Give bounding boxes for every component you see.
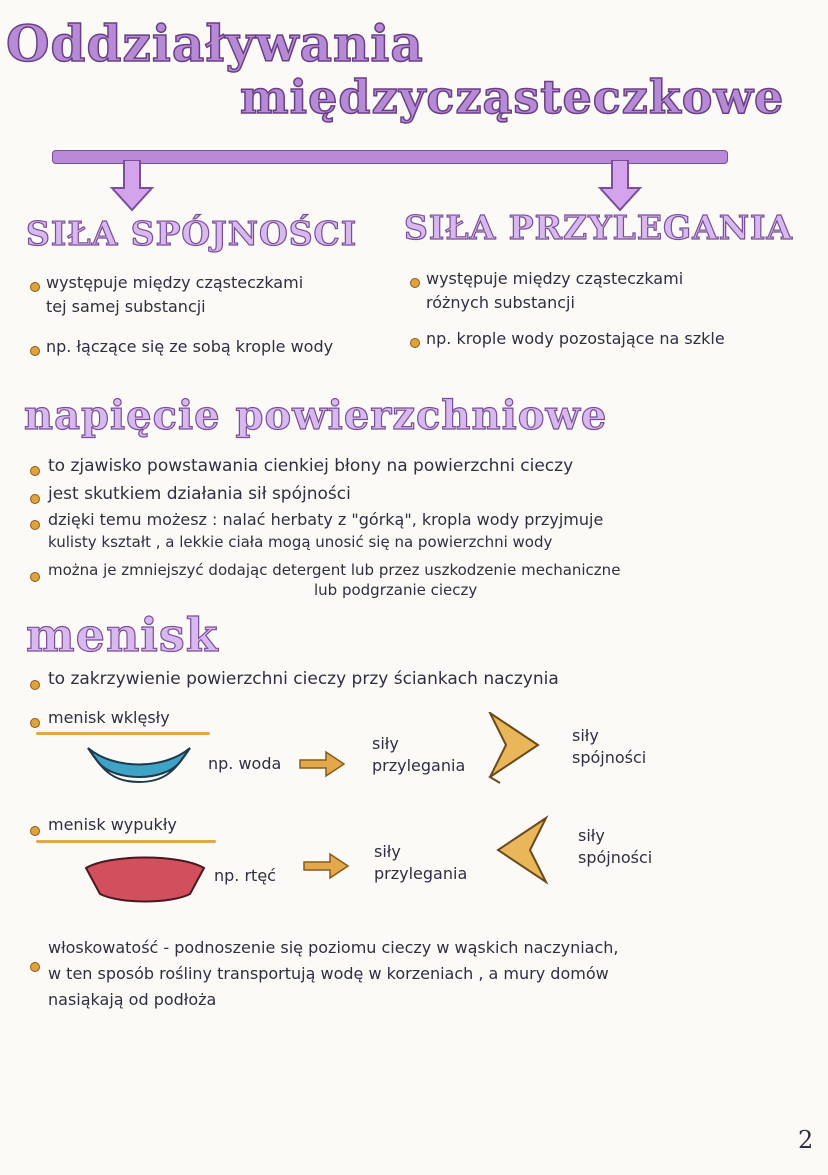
surface-tension-line-5: można je zmniejszyć dodając detergent lub przez uszkodzenie mechaniczne [48, 561, 621, 579]
cohesion-title: SIŁA SPÓJNOŚCI [26, 214, 358, 253]
arrow-right-icon [298, 748, 346, 780]
adhesion-bullet-1-cont: różnych substancji [426, 293, 575, 312]
concave-left-text-1: siły [372, 734, 399, 753]
bullet-icon [30, 680, 40, 690]
arrow-right-icon [302, 850, 350, 882]
less-than-icon [494, 814, 550, 886]
concave-example: np. woda [208, 754, 282, 773]
surface-tension-line-2: jest skutkiem działania sił spójności [48, 484, 351, 504]
surface-tension-title: napięcie powierzchniowe [24, 392, 608, 439]
surface-tension-line-3: dzięki temu możesz : nalać herbaty z "górką", kropla wody przyjmuje [48, 510, 604, 529]
down-arrow-left-icon [110, 160, 154, 212]
convex-meniscus-label: menisk wypukły [48, 815, 177, 834]
capillarity-line-3: nasiąkają od podłoża [48, 990, 217, 1009]
concave-label-underline [36, 732, 210, 735]
convex-right-text-1: siły [578, 826, 605, 845]
down-arrow-right-icon [598, 160, 642, 212]
convex-meniscus-bowl-icon [80, 850, 210, 904]
bullet-icon [30, 466, 40, 476]
meniscus-title: menisk [26, 608, 219, 662]
cohesion-bullet-1-cont: tej samej substancji [46, 297, 206, 316]
concave-right-text-2: spójności [572, 748, 647, 767]
page-title-line-2: międzycząsteczkowe [240, 70, 785, 124]
cohesion-bullet-2: np. łączące się ze sobą krople wody [46, 337, 334, 356]
bullet-icon [30, 718, 40, 728]
surface-tension-line-6: lub podgrzanie cieczy [314, 581, 478, 599]
bullet-icon [30, 494, 40, 504]
cohesion-bullet-1: występuje między cząsteczkami [46, 273, 304, 292]
surface-tension-line-4: kulisty kształt , a lekkie ciała mogą unosić się na powierzchni wody [48, 533, 553, 551]
bullet-icon [30, 826, 40, 836]
convex-left-text-2: przylegania [374, 864, 468, 883]
bullet-icon [410, 338, 420, 348]
surface-tension-line-1: to zjawisko powstawania cienkiej błony na powierzchni cieczy [48, 456, 574, 476]
bullet-icon [30, 572, 40, 582]
concave-left-text-2: przylegania [372, 756, 466, 775]
concave-right-text-1: siły [572, 726, 599, 745]
concave-meniscus-bowl-icon [84, 742, 194, 792]
bullet-icon [410, 278, 420, 288]
convex-label-underline [36, 840, 216, 843]
greater-than-icon [486, 712, 542, 784]
page-number: 2 [798, 1126, 814, 1154]
bullet-icon [30, 962, 40, 972]
convex-left-text-1: siły [374, 842, 401, 861]
meniscus-definition: to zakrzywienie powierzchni cieczy przy ściankach naczynia [48, 669, 559, 689]
bullet-icon [30, 282, 40, 292]
concave-meniscus-label: menisk wklęsły [48, 708, 170, 727]
bullet-icon [30, 346, 40, 356]
adhesion-title: SIŁA PRZYLEGANIA [404, 208, 794, 247]
convex-right-text-2: spójności [578, 848, 653, 867]
capillarity-line-2: w ten sposób rośliny transportują wodę w korzeniach , a mury domów [48, 964, 609, 983]
adhesion-bullet-1: występuje między cząsteczkami [426, 269, 684, 288]
capillarity-line-1: włoskowatość - podnoszenie się poziomu cieczy w wąskich naczyniach, [48, 938, 619, 957]
adhesion-bullet-2: np. krople wody pozostające na szkle [426, 329, 725, 348]
convex-example: np. rtęć [214, 866, 276, 885]
bullet-icon [30, 520, 40, 530]
page-title-line-1: Oddziaływania [6, 14, 424, 73]
